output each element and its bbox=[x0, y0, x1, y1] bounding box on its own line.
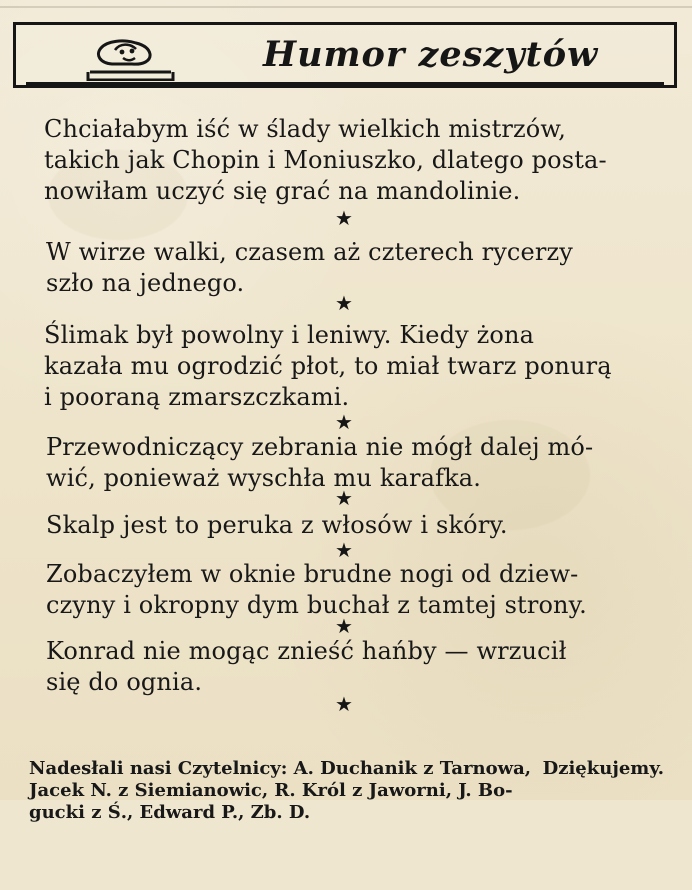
thanks-text: Dziękujemy. bbox=[542, 758, 664, 779]
page-title: Humor zeszytów bbox=[263, 34, 599, 75]
star-separator: ★ bbox=[335, 206, 353, 230]
star-separator: ★ bbox=[335, 614, 353, 638]
joke-item: Ślimak był powolny i leniwy. Kiedy żona kazała mu ogrodzić płot, to miał twarz ponurą i pooraną zmarszczkami. bbox=[44, 321, 612, 411]
credits-text: Nadesłali nasi Czytelnicy: A. Duchanik z Tarnowa, Jacek N. z Siemianowic, R. Król z Jaworni, J. Bo- gucki z Ś., Edward P., Zb. D. bbox=[29, 758, 532, 823]
star-separator: ★ bbox=[335, 538, 353, 562]
joke-item: W wirze walki, czasem aż czterech rycerzy szło na jednego. bbox=[46, 238, 573, 297]
star-separator: ★ bbox=[335, 410, 353, 434]
joke-item: Chciałabym iść w ślady wielkich mistrzów, takich jak Chopin i Moniuszko, dlatego posta- nowiłam uczyć się grać na mandolinie. bbox=[44, 115, 607, 205]
credits-block bbox=[29, 714, 672, 823]
joke-item: Zobaczyłem w oknie brudne nogi od dziew- czyny i okropny dym buchał z tamtej strony. bbox=[46, 560, 587, 619]
star-separator: ★ bbox=[335, 692, 353, 716]
star-separator: ★ bbox=[335, 291, 353, 315]
joke-item: Konrad nie mogąc znieść hańby — wrzucił się do ognia. bbox=[46, 637, 567, 696]
star-separator: ★ bbox=[335, 486, 353, 510]
joke-item: Przewodniczący zebrania nie mógł dalej mó- wić, ponieważ wyschła mu karafka. bbox=[46, 433, 594, 492]
joke-item: Skalp jest to peruka z włosów i skóry. bbox=[46, 511, 508, 539]
